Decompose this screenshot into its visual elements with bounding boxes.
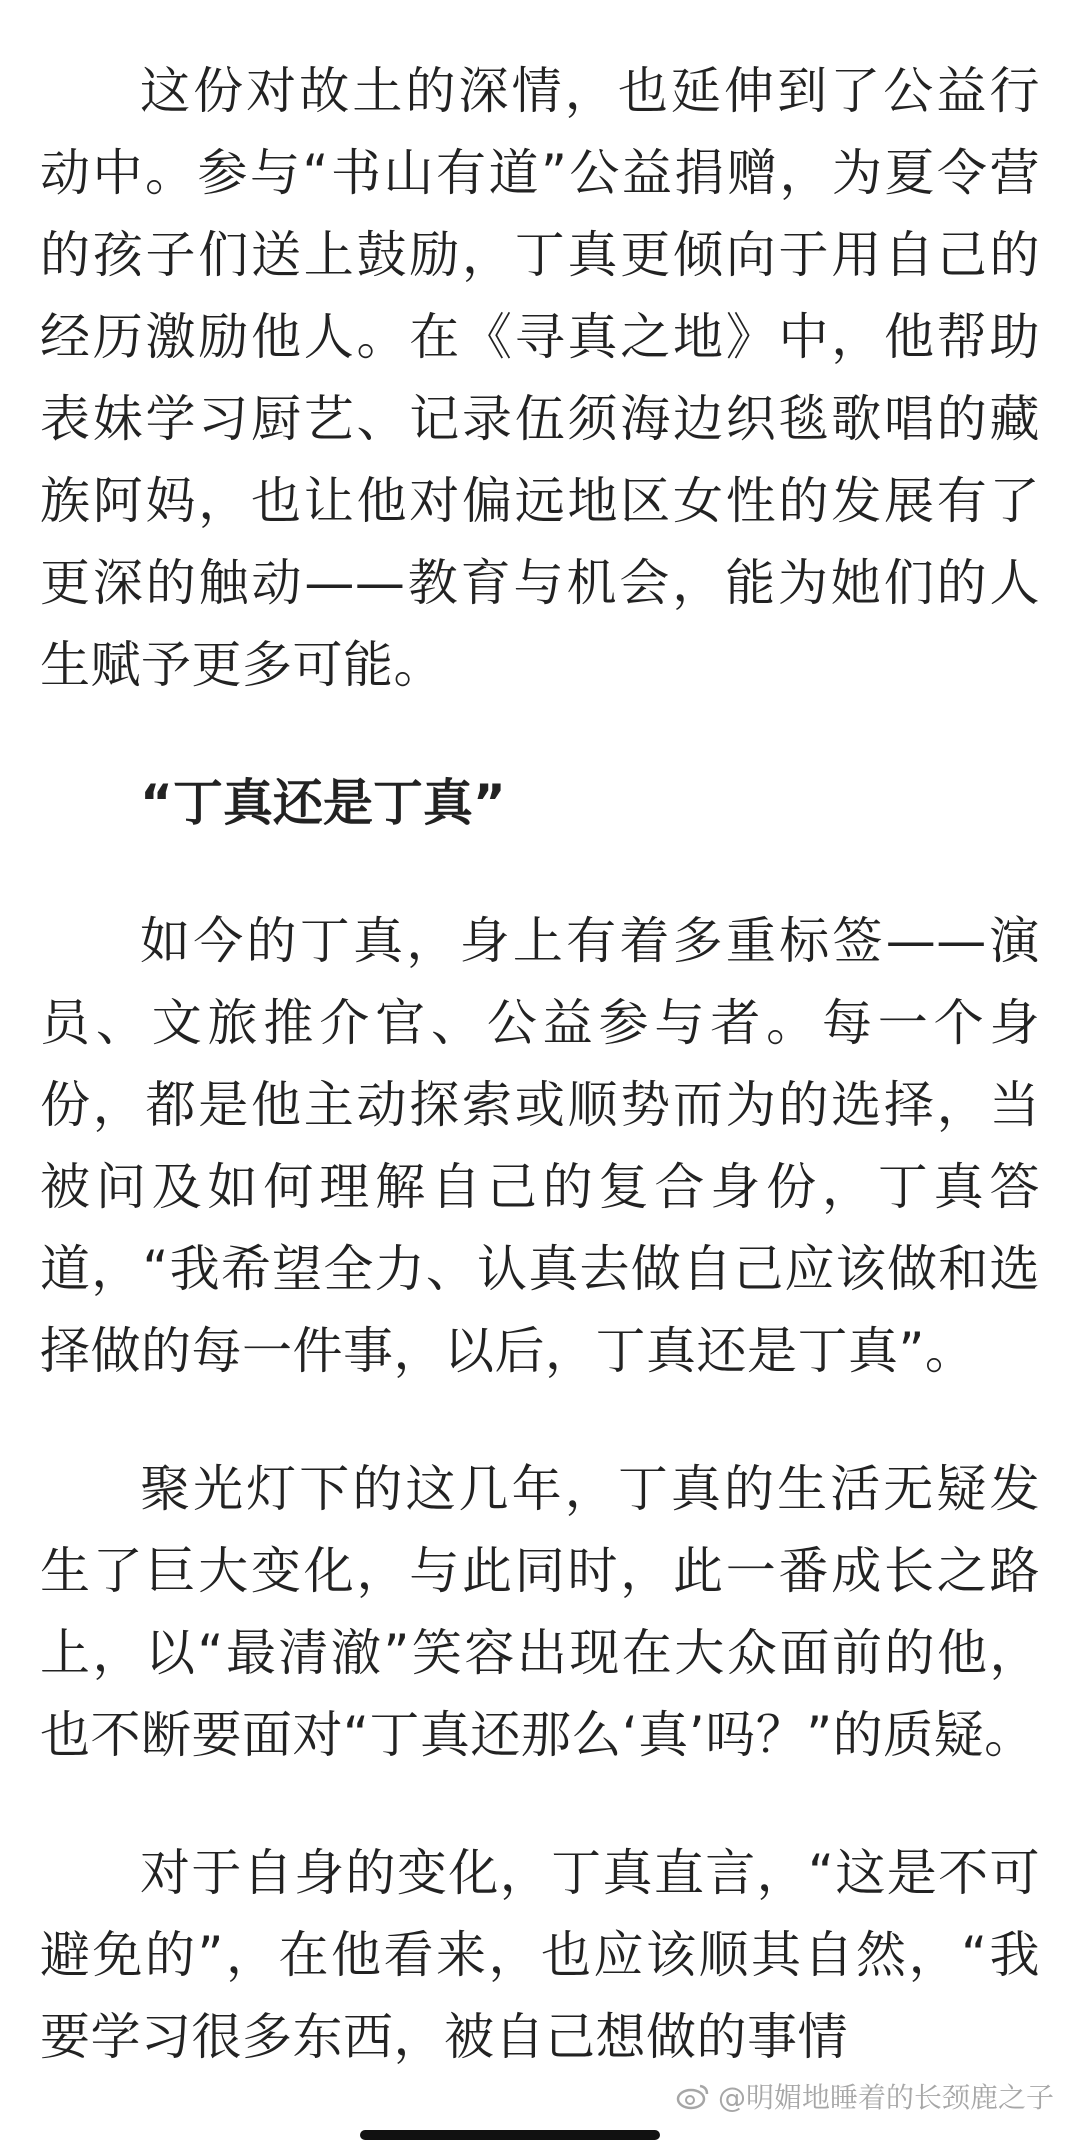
paragraph-spotlight: 聚光灯下的这几年，丁真的生活无疑发生了巨大变化，与此同时，此一番成长之路上，以“最清澈”笑容出现在大众面前的他，也不断要面对“丁真还那么‘真’吗？”的质疑。: [40, 1460, 1040, 1764]
paragraph-charity: 这份对故土的深情，也延伸到了公益行动中。参与“书山有道”公益捐赠，为夏令营的孩子们送上鼓励，丁真更倾向于用自己的经历激励他人。在《寻真之地》中，他帮助表妹学习厨艺、记录伍须海边织毯歌唱的藏族阿妈，也让他对偏远地区女性的发展有了更深的触动——教育与机会，能为她们的人生赋予更多可能。: [40, 62, 1040, 694]
paragraph-identities: 如今的丁真，身上有着多重标签——演员、文旅推介官、公益参与者。每一个身份，都是他主动探索或顺势而为的选择，当被问及如何理解自己的复合身份，丁真答道，“我希望全力、认真去做自己应该做和选择做的每一件事，以后，丁真还是丁真”。: [40, 912, 1040, 1380]
section-heading: “丁真还是丁真”: [140, 774, 506, 832]
watermark-text: @明媚地睡着的长颈鹿之子: [717, 2081, 1054, 2114]
weibo-icon: [676, 2082, 710, 2110]
home-indicator[interactable]: [360, 2130, 660, 2140]
article-body: [40, 50, 1040, 2078]
paragraph-change: 对于自身的变化，丁真直言，“这是不可避免的”，在他看来，也应该顺其自然，“我要学习很多东西，被自己想做的事情: [40, 1844, 1040, 2066]
watermark: [676, 2076, 1054, 2116]
